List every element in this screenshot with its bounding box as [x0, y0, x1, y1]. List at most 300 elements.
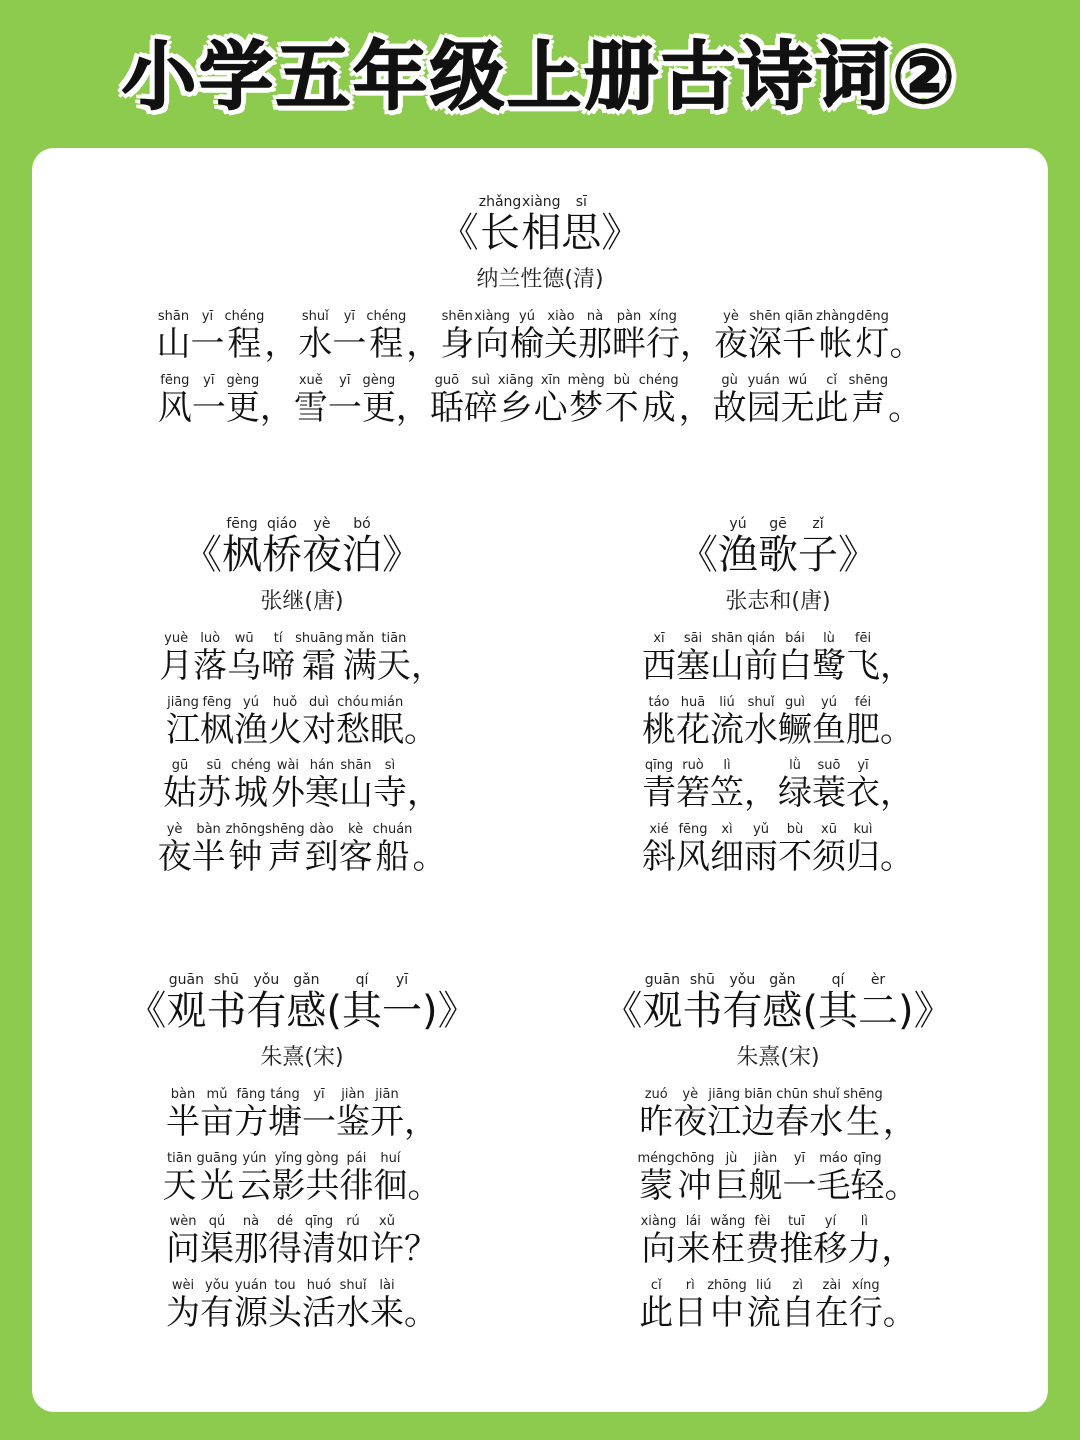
poem-title	[528, 514, 1028, 576]
pinyin: zài	[822, 1278, 841, 1294]
ruby-char	[404, 1212, 438, 1268]
ruby-char	[200, 1085, 234, 1141]
ruby-char	[885, 1149, 919, 1205]
ruby-char	[227, 629, 261, 685]
ruby-char	[710, 820, 744, 876]
hanzi: 轻	[850, 1165, 885, 1206]
ruby-char	[407, 756, 441, 812]
ruby-char	[224, 307, 264, 363]
ruby-char	[816, 307, 856, 363]
hanzi: 青	[642, 773, 676, 814]
ruby-char	[898, 970, 914, 1032]
ruby-char	[744, 629, 778, 685]
ruby-char	[602, 970, 642, 1032]
pinyin: jù	[725, 1150, 738, 1166]
ruby-char	[639, 1085, 673, 1141]
hanzi: 得	[268, 1229, 302, 1270]
hanzi: 》	[437, 988, 478, 1034]
pinyin: gòng	[306, 1150, 339, 1166]
ruby-char	[802, 970, 818, 1032]
ruby-char	[714, 307, 748, 363]
hanzi: 程	[369, 324, 404, 364]
hanzi: 深	[748, 324, 782, 364]
ruby-char	[534, 371, 568, 427]
ruby-char	[226, 820, 266, 876]
pinyin: bó	[353, 516, 371, 532]
hanzi: 有	[722, 988, 763, 1034]
hanzi: 笠	[710, 773, 744, 814]
poem-line	[528, 1085, 1028, 1141]
ruby-char	[159, 629, 193, 685]
ruby-char	[849, 371, 889, 427]
ruby-char	[798, 514, 838, 576]
poem-guan-shu-you-gan-1	[52, 970, 552, 1340]
pinyin: yú	[243, 694, 259, 710]
ruby-char	[260, 371, 294, 427]
hanzi: 枫	[200, 709, 234, 750]
ruby-char	[718, 514, 758, 576]
pinyin: shān	[340, 758, 372, 774]
pinyin: hán	[309, 758, 335, 774]
ruby-char	[812, 693, 846, 749]
hanzi: )	[898, 988, 914, 1034]
ruby-char	[163, 1149, 197, 1205]
hanzi: ，	[678, 387, 713, 428]
ruby-char	[234, 1212, 268, 1268]
pinyin: mǎn	[345, 631, 375, 646]
ruby-char	[642, 756, 676, 812]
hanzi: 一	[302, 1102, 336, 1142]
ruby-char	[479, 192, 522, 254]
ruby-char	[880, 629, 914, 685]
hanzi: 对	[302, 709, 336, 750]
ruby-char	[779, 1212, 813, 1268]
hanzi: 钟	[228, 837, 263, 878]
pinyin: huā	[680, 694, 706, 710]
ruby-char	[744, 756, 778, 812]
hanzi: 一	[382, 988, 422, 1034]
hanzi: 向	[641, 1229, 676, 1270]
hanzi: 子	[798, 532, 838, 578]
ruby-char	[439, 192, 479, 254]
pinyin: gū	[171, 758, 189, 774]
poem-line	[528, 629, 1028, 685]
hanzi: 其	[342, 988, 382, 1034]
pinyin: ruò	[682, 758, 704, 774]
ruby-char	[601, 192, 641, 254]
pinyin: fēng	[160, 372, 190, 388]
pinyin: xiàng	[522, 194, 561, 210]
ruby-char	[880, 820, 914, 876]
pinyin: liú	[756, 1278, 772, 1294]
ruby-char	[846, 820, 880, 876]
pinyin: qiān	[784, 309, 814, 324]
hanzi: 寒	[304, 773, 339, 814]
ruby-char	[642, 629, 676, 685]
pinyin: yī	[339, 372, 351, 388]
ruby-char	[305, 820, 339, 876]
ruby-char	[673, 1085, 707, 1141]
pinyin: guāng	[196, 1150, 238, 1166]
hanzi: 身	[440, 324, 475, 364]
hanzi: 有	[246, 988, 287, 1034]
hanzi: 更	[361, 387, 396, 428]
hanzi: 桃	[642, 709, 676, 750]
hanzi: 巨	[714, 1165, 749, 1206]
ruby-char	[612, 307, 646, 363]
poem-chang-xiang-si	[32, 192, 1048, 434]
ruby-char	[676, 629, 710, 685]
poem-line	[32, 307, 1048, 363]
hanzi: 书	[682, 988, 723, 1034]
ruby-char	[362, 371, 396, 427]
poem-line	[52, 1212, 552, 1268]
hanzi: 》	[382, 532, 422, 578]
hanzi: 半	[191, 837, 226, 878]
ruby-char	[775, 1085, 809, 1141]
hanzi: 感	[762, 988, 803, 1034]
poem-line	[52, 1085, 552, 1141]
pinyin: zhōng	[707, 1278, 747, 1294]
pinyin: yún	[242, 1150, 267, 1166]
hanzi: ，	[744, 773, 778, 814]
pinyin: tou	[274, 1278, 296, 1294]
hanzi: 鉴	[336, 1102, 370, 1142]
hanzi: 风	[676, 837, 710, 878]
ruby-char	[747, 1276, 781, 1332]
ruby-char	[675, 1149, 715, 1205]
hanzi: 江	[707, 1102, 742, 1142]
hanzi: 飞	[846, 646, 880, 686]
ruby-char	[231, 756, 271, 812]
hanzi: 源	[234, 1293, 268, 1334]
ruby-char	[440, 307, 474, 363]
pinyin: yú	[729, 516, 747, 532]
ruby-char	[474, 307, 510, 363]
pinyin: yuán	[234, 1278, 268, 1294]
ruby-char	[707, 1085, 741, 1141]
pinyin: yī	[203, 372, 215, 388]
ruby-char	[302, 514, 342, 576]
hanzi: 泊	[342, 532, 382, 578]
pinyin: jiàn	[341, 1087, 365, 1102]
pinyin: jiāng	[708, 1087, 741, 1102]
pinyin: yī	[201, 309, 214, 324]
hanzi: 天	[162, 1165, 197, 1206]
ruby-char	[781, 1276, 815, 1332]
ruby-char	[498, 371, 534, 427]
pinyin: shān	[157, 309, 190, 324]
pinyin: wǎng	[710, 1214, 746, 1230]
hanzi: 长	[480, 210, 520, 256]
pinyin: guān	[644, 972, 680, 988]
pinyin: shēng	[843, 1087, 883, 1102]
ruby-char	[294, 371, 328, 427]
ruby-char	[639, 1276, 673, 1332]
pinyin: shān	[711, 631, 743, 646]
pinyin: qiáo	[267, 516, 297, 532]
pinyin: gù	[721, 372, 738, 388]
pinyin: xiàng	[474, 309, 510, 324]
poem-title	[528, 970, 1028, 1032]
hanzi: 不	[604, 387, 639, 428]
hanzi: (	[802, 988, 818, 1034]
hanzi: 归	[846, 837, 880, 878]
hanzi: 水	[336, 1293, 370, 1334]
poem-line	[528, 1276, 1028, 1332]
ruby-char	[302, 1276, 336, 1332]
hanzi: 光	[199, 1165, 234, 1206]
pinyin: xī	[653, 631, 665, 646]
pinyin: cǐ	[826, 372, 838, 388]
hanzi: 鱼	[812, 709, 846, 750]
ruby-char	[302, 693, 336, 749]
hanzi: 绿	[778, 773, 812, 814]
ruby-char	[163, 756, 197, 812]
hanzi: 行	[646, 324, 680, 364]
poem-line	[528, 1149, 1028, 1205]
hanzi: 鳜	[778, 709, 812, 750]
pinyin: shēng	[265, 822, 305, 838]
ruby-char	[561, 192, 601, 254]
hanzi: ，	[880, 646, 914, 686]
hanzi: 满	[342, 646, 377, 686]
pinyin: qīng	[853, 1150, 882, 1166]
ruby-char	[268, 1276, 302, 1332]
hanzi: 冲	[677, 1165, 712, 1206]
hanzi: 客	[338, 837, 373, 878]
poem-author: 张继(唐)	[260, 589, 344, 614]
hanzi: 苏	[197, 773, 232, 814]
ruby-char	[234, 693, 268, 749]
pinyin: lì	[860, 1214, 869, 1230]
pinyin: guì	[784, 694, 806, 710]
ruby-char	[166, 1276, 200, 1332]
pinyin: pàn	[616, 309, 642, 324]
hanzi: 一	[190, 324, 225, 364]
pinyin: fēng	[226, 516, 258, 532]
ruby-char	[642, 820, 676, 876]
ruby-char	[741, 1085, 775, 1141]
pinyin: shū	[213, 972, 239, 988]
hanzi: 渔	[234, 709, 268, 750]
pinyin: huí	[380, 1150, 401, 1166]
ruby-char	[817, 1149, 851, 1205]
ruby-char	[336, 693, 370, 749]
ruby-char	[676, 820, 710, 876]
pinyin: chéng	[638, 372, 679, 388]
hanzi: 一	[191, 387, 226, 428]
ruby-char	[715, 1149, 749, 1205]
hanzi: 。	[882, 1293, 917, 1334]
pinyin: fāng	[236, 1087, 266, 1102]
ruby-char	[396, 371, 430, 427]
pinyin: yuè	[164, 631, 189, 646]
pinyin: yǒu	[253, 972, 280, 988]
ruby-char	[758, 514, 798, 576]
ruby-char	[339, 1149, 373, 1205]
ruby-char	[295, 629, 343, 685]
ruby-char	[166, 1085, 200, 1141]
hanzi: 流	[710, 709, 744, 750]
pinyin: kuì	[853, 822, 873, 838]
pinyin: bù	[786, 822, 804, 838]
hanzi: 。	[404, 1293, 438, 1334]
pinyin: chóu	[337, 694, 369, 710]
pinyin: gē	[769, 516, 787, 532]
ruby-char	[914, 970, 954, 1032]
poem-line	[52, 1276, 552, 1332]
ruby-char	[226, 371, 260, 427]
ruby-char	[192, 820, 226, 876]
ruby-char	[679, 371, 713, 427]
ruby-char	[166, 1212, 200, 1268]
ruby-char	[748, 307, 782, 363]
pinyin: shēng	[848, 372, 889, 388]
hanzi: 水	[298, 324, 333, 364]
pinyin: cǐ	[650, 1278, 662, 1294]
ruby-char	[843, 1085, 883, 1141]
ruby-char	[302, 1085, 336, 1141]
poem-yu-ge-zi	[528, 514, 1028, 884]
hanzi: 共	[305, 1165, 340, 1206]
hanzi: 徘	[339, 1165, 374, 1206]
hanzi: 如	[336, 1229, 370, 1270]
pinyin: dé	[276, 1214, 294, 1230]
ruby-char	[370, 1085, 404, 1141]
poem-author: 朱熹(宋)	[260, 1045, 344, 1070]
pinyin: fēng	[202, 694, 232, 710]
hanzi: 相	[521, 210, 562, 256]
ruby-char	[237, 1149, 271, 1205]
ruby-char	[222, 514, 262, 576]
pinyin: guān	[168, 972, 204, 988]
ruby-char	[638, 1149, 675, 1205]
pinyin: guō	[434, 372, 460, 388]
hanzi: 城	[233, 773, 268, 814]
pinyin: yú	[519, 309, 535, 324]
pinyin: pái	[346, 1150, 367, 1166]
ruby-char	[605, 371, 639, 427]
hanzi: 白	[778, 646, 812, 686]
pinyin: yī	[343, 309, 355, 324]
hanzi: 许	[370, 1229, 404, 1270]
ruby-char	[158, 371, 192, 427]
pinyin: zhǎng	[478, 194, 522, 210]
pinyin: xì	[721, 822, 733, 838]
pinyin: jiān	[375, 1087, 399, 1102]
hanzi: 乡	[498, 387, 533, 428]
ruby-char	[676, 693, 710, 749]
pinyin: wài	[276, 758, 300, 774]
hanzi: 声	[851, 387, 886, 428]
ruby-char	[343, 629, 377, 685]
ruby-char	[762, 970, 802, 1032]
pinyin: táng	[270, 1087, 300, 1102]
pinyin: chéng	[366, 309, 407, 324]
ruby-char	[782, 307, 816, 363]
hanzi: 外	[270, 773, 305, 814]
ruby-char	[190, 307, 224, 363]
hanzi: 一	[782, 1165, 817, 1206]
pinyin: táo	[648, 694, 670, 710]
ruby-char	[197, 756, 231, 812]
hanzi: 寺	[372, 773, 407, 814]
hanzi: 榆	[510, 324, 544, 364]
pinyin: zǐ	[812, 516, 824, 532]
hanzi: ，	[404, 1102, 438, 1142]
hanzi: 《	[438, 210, 479, 256]
hanzi: 梦	[569, 387, 604, 428]
hanzi: 亩	[200, 1102, 234, 1142]
ruby-char	[464, 371, 498, 427]
hanzi: 啼	[261, 646, 296, 686]
hanzi: 活	[302, 1293, 336, 1334]
ruby-char	[710, 693, 744, 749]
hanzi: 箬	[676, 773, 710, 814]
hanzi: 水	[744, 709, 778, 750]
pinyin: lì	[723, 758, 731, 774]
pinyin: yí	[824, 1214, 837, 1230]
hanzi: 塘	[268, 1102, 302, 1142]
ruby-char	[268, 693, 302, 749]
hanzi: 火	[268, 709, 302, 750]
pinyin: tuī	[787, 1214, 805, 1230]
hanzi: 夜	[673, 1102, 708, 1142]
hanzi: 渠	[200, 1229, 234, 1270]
pinyin: yè	[682, 1087, 699, 1102]
pinyin: suì	[471, 372, 491, 388]
ruby-char	[373, 820, 413, 876]
pinyin: luò	[200, 631, 221, 646]
hanzi: 渔	[718, 532, 758, 578]
pinyin: shū	[689, 972, 715, 988]
hanzi: 观	[166, 988, 207, 1034]
hanzi: 。	[412, 837, 447, 878]
hanzi: 。	[404, 709, 438, 750]
ruby-char	[838, 514, 878, 576]
hanzi: 聒	[429, 387, 464, 428]
poem-title	[32, 192, 1048, 254]
hanzi: 千	[782, 324, 816, 364]
ruby-char	[298, 307, 332, 363]
poem-author: 朱熹(宋)	[736, 1045, 820, 1070]
pinyin: gèng	[362, 372, 396, 388]
pinyin: gǎn	[769, 972, 796, 988]
poem-line	[528, 756, 1028, 812]
hanzi: 碎	[463, 387, 498, 428]
pinyin: máo	[819, 1150, 848, 1166]
hanzi: 半	[166, 1102, 200, 1142]
ruby-char	[778, 756, 812, 812]
hanzi: 推	[779, 1229, 814, 1270]
ruby-char	[642, 970, 682, 1032]
pinyin: kè	[348, 822, 364, 838]
pinyin: wū	[234, 631, 254, 646]
ruby-char	[265, 820, 305, 876]
hanzi: 《	[182, 532, 222, 578]
pinyin: yī	[793, 1150, 806, 1166]
ruby-char	[156, 307, 190, 363]
ruby-char	[193, 629, 227, 685]
ruby-char	[382, 514, 422, 576]
pinyin: dào	[309, 822, 334, 838]
ruby-char	[126, 970, 166, 1032]
hanzi: 斜	[642, 837, 676, 878]
hanzi: 。	[889, 324, 924, 364]
pinyin: fēng	[678, 822, 708, 838]
ruby-char	[234, 1276, 268, 1332]
